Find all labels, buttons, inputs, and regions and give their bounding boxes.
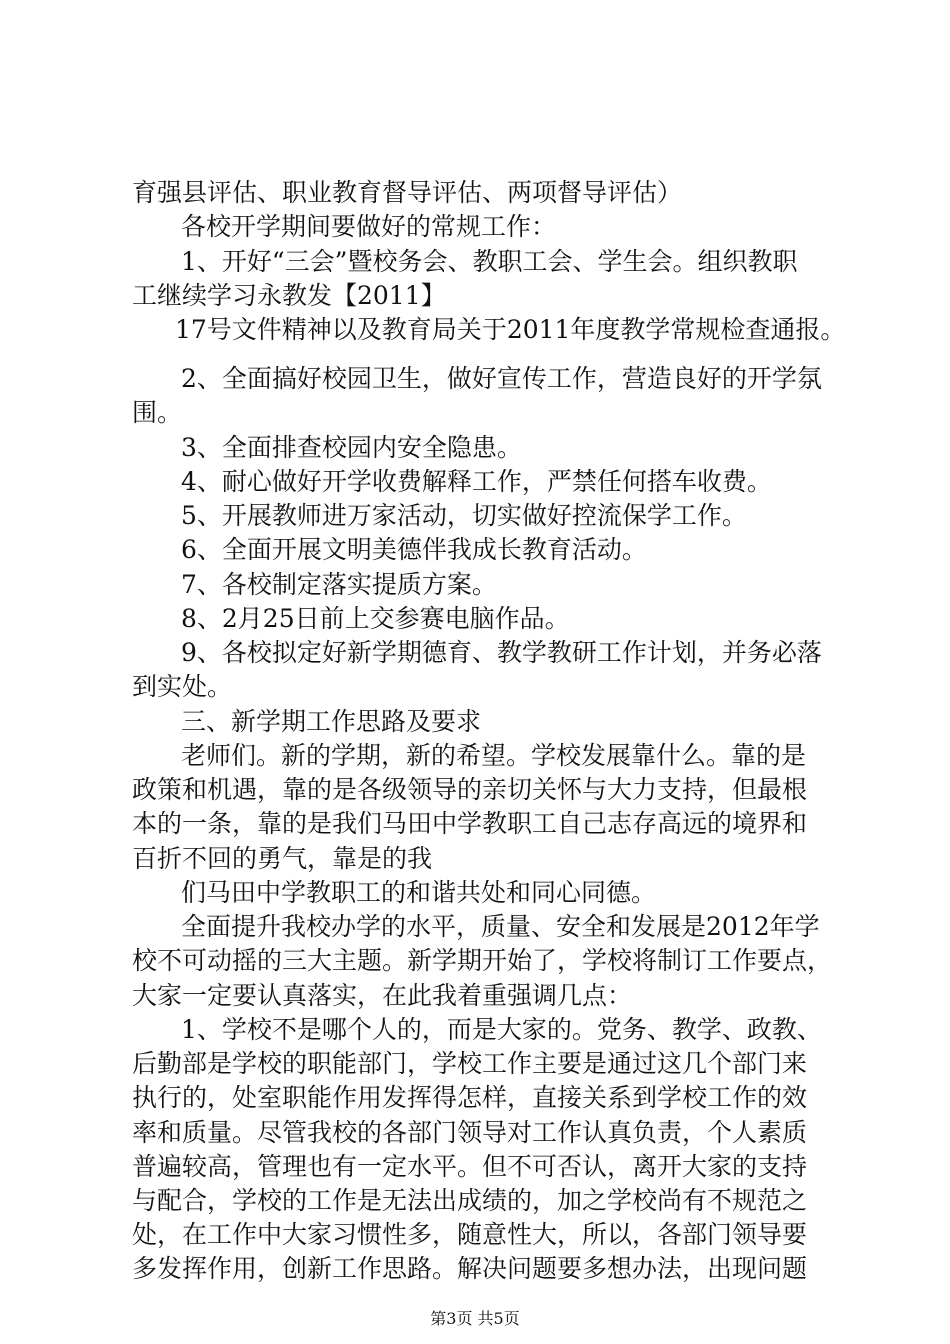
text-line: 普遍较高，管理也有一定水平。但不可否认，离开大家的支持 (132, 1152, 808, 1181)
page-number-footer: 第3页 共5页 (430, 1309, 520, 1328)
text-line: 本的一条，靠的是我们马田中学教职工自己志存高远的境界和 (132, 809, 808, 838)
text-line: 老师们。新的学期，新的希望。学校发展靠什么。靠的是 (181, 741, 807, 770)
text-line: 多发挥作用，创新工作思路。解决问题要多想办法，出现问题 (132, 1254, 808, 1283)
text-line: 到实处。 (132, 672, 233, 701)
text-line: 2、全面搞好校园卫生，做好宣传工作，营造良好的开学氛 (181, 364, 822, 393)
text-line: 们马田中学教职工的和谐共处和同心同德。 (181, 878, 657, 907)
text-line: 4、耐心做好开学收费解释工作，严禁任何搭车收费。 (181, 467, 772, 496)
text-line: 8、2月25日前上交参赛电脑作品。 (181, 604, 570, 633)
text-line: 工继续学习永教发【2011】 (132, 281, 446, 310)
text-line: 17号文件精神以及教育局关于2011年度教学常规检查通报。 (175, 315, 846, 344)
text-line: 校不可动摇的三大主题。新学期开始了，学校将制订工作要点， (132, 946, 833, 975)
text-line: 1、学校不是哪个人的，而是大家的。党务、教学、政教、 (181, 1015, 822, 1044)
text-line: 5、开展教师进万家活动，切实做好控流保学工作。 (181, 501, 747, 530)
text-line: 全面提升我校办学的水平，质量、安全和发展是2012年学 (181, 912, 820, 941)
text-line: 1、开好“三会”暨校务会、教职工会、学生会。组织教职 (181, 247, 798, 276)
text-line: 政策和机遇，靠的是各级领导的亲切关怀与大力支持，但最根 (132, 775, 808, 804)
text-line: 大家一定要认真落实，在此我着重强调几点： (132, 981, 633, 1010)
text-line: 9、各校拟定好新学期德育、教学教研工作计划，并务必落 (181, 638, 822, 667)
text-line: 各校开学期间要做好的常规工作： (181, 212, 557, 241)
text-line: 与配合，学校的工作是无法出成绩的，加之学校尚有不规范之 (132, 1186, 808, 1215)
section-heading: 三、新学期工作思路及要求 (181, 707, 482, 736)
text-line: 率和质量。尽管我校的各部门领导对工作认真负责，个人素质 (132, 1118, 808, 1147)
text-line: 围。 (132, 398, 183, 427)
text-line: 处，在工作中大家习惯性多，随意性大，所以，各部门领导要 (132, 1220, 808, 1249)
text-line: 后勤部是学校的职能部门，学校工作主要是通过这几个部门来 (132, 1049, 808, 1078)
text-line: 百折不回的勇气，靠是的我 (132, 844, 433, 873)
text-line: 3、全面排查校园内安全隐患。 (181, 433, 522, 462)
text-line: 执行的，处室职能作用发挥得怎样，直接关系到学校工作的效 (132, 1083, 808, 1112)
text-line: 7、各校制定落实提质方案。 (181, 570, 497, 599)
text-line: 育强县评估、职业教育督导评估、两项督导评估） (132, 178, 683, 207)
text-line: 6、全面开展文明美德伴我成长教育活动。 (181, 535, 647, 564)
